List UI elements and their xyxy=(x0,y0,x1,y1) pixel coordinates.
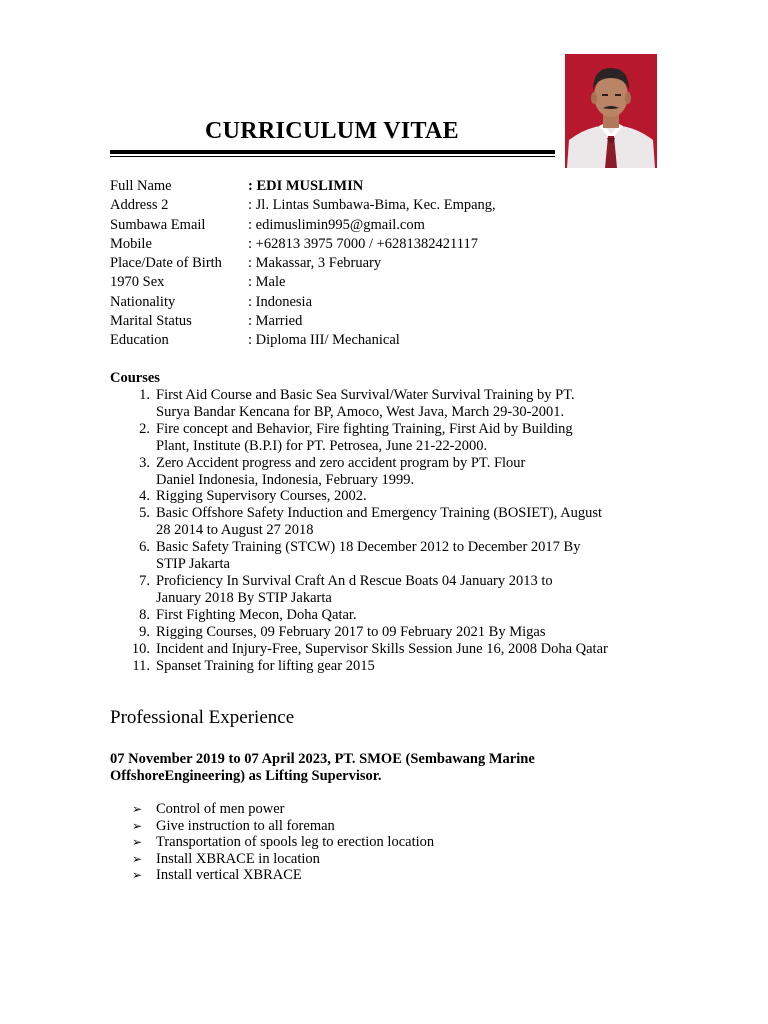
info-value: : +62813 3975 7000 / +6281382421117 xyxy=(248,235,478,252)
info-label: Mobile xyxy=(110,235,152,252)
course-item xyxy=(110,658,650,675)
duty-text: Install XBRACE in location xyxy=(156,850,320,867)
course-text: Basic Offshore Safety Induction and Emergency Training (BOSIET), August xyxy=(156,505,603,522)
course-number: 3. xyxy=(139,454,150,471)
info-value: : Diploma III/ Mechanical xyxy=(248,332,400,349)
info-value: : Indonesia xyxy=(248,293,313,310)
course-item xyxy=(110,607,650,624)
course-text: Surya Bandar Kencana for BP, Amoco, West Java, March 29-30-2001. xyxy=(156,403,565,420)
course-text: Basic Safety Training (STCW) 18 December 2012 to December 2017 By xyxy=(156,539,581,556)
course-item xyxy=(110,624,650,641)
course-number: 5. xyxy=(139,505,150,522)
duty-text: Install vertical XBRACE xyxy=(156,867,302,884)
arrowhead-bullet-icon: ➢ xyxy=(132,851,143,866)
course-number: 4. xyxy=(139,488,150,505)
duty-item xyxy=(132,834,434,851)
info-value: : Married xyxy=(248,313,303,330)
course-text: Daniel Indonesia, Indonesia, February 1999. xyxy=(156,471,415,488)
course-item xyxy=(110,539,650,573)
title-underline-thin xyxy=(110,156,555,157)
course-number: 10. xyxy=(131,640,150,657)
arrowhead-bullet-icon: ➢ xyxy=(132,818,143,833)
course-number: 9. xyxy=(139,623,150,640)
duty-text: Give instruction to all foreman xyxy=(156,817,335,834)
course-text: January 2018 By STIP Jakarta xyxy=(156,589,332,606)
info-label: Nationality xyxy=(110,293,176,310)
info-value: : EDI MUSLIMIN xyxy=(248,178,364,194)
info-value: : edimuslimin995@gmail.com xyxy=(248,216,425,233)
info-label: Address 2 xyxy=(110,197,169,214)
course-text: Incident and Injury-Free, Supervisor Skills Session June 16, 2008 Doha Qatar xyxy=(156,640,608,657)
course-text: 28 2014 to August 27 2018 xyxy=(156,522,314,539)
course-item xyxy=(110,505,650,539)
duties-list xyxy=(132,801,434,884)
course-item xyxy=(110,455,650,489)
course-text: Plant, Institute (B.P.I) for PT. Petrosea, June 21-22-2000. xyxy=(156,437,488,454)
courses-list xyxy=(110,387,650,674)
course-number: 1. xyxy=(139,387,150,403)
courses-heading: Courses xyxy=(110,370,160,386)
duty-item xyxy=(132,801,434,818)
duty-text: Control of men power xyxy=(156,801,285,817)
job-title: 07 November 2019 to 07 April 2023, PT. SMOE (Sembawang Marine OffshoreEngineering) as Lifting Supervisor. xyxy=(110,751,535,784)
info-label: Sumbawa Email xyxy=(110,216,206,233)
course-text: Proficiency In Survival Craft An d Rescue Boats 04 January 2013 to xyxy=(156,572,553,589)
info-label: Marital Status xyxy=(110,313,192,330)
course-item xyxy=(110,387,650,421)
course-item xyxy=(110,641,650,658)
course-text: STIP Jakarta xyxy=(156,556,230,573)
course-item xyxy=(110,421,650,455)
info-label: Education xyxy=(110,332,169,349)
course-number: 8. xyxy=(139,606,150,623)
duty-item xyxy=(132,867,434,884)
course-item xyxy=(110,573,650,607)
profile-photo xyxy=(565,54,657,168)
document-title: CURRICULUM VITAE xyxy=(205,118,459,144)
arrowhead-bullet-icon: ➢ xyxy=(132,835,143,850)
course-text: First Fighting Mecon, Doha Qatar. xyxy=(156,606,357,623)
course-text: Rigging Courses, 09 February 2017 to 09 February 2021 By Migas xyxy=(156,623,546,640)
arrowhead-bullet-icon: ➢ xyxy=(132,802,143,816)
course-number: 6. xyxy=(139,539,150,556)
info-value: : Male xyxy=(248,274,286,291)
course-number: 2. xyxy=(139,420,150,437)
info-label: 1970 Sex xyxy=(110,274,165,291)
course-item xyxy=(110,488,650,505)
title-underline-thick xyxy=(110,150,555,154)
duty-item xyxy=(132,851,434,868)
duty-item xyxy=(132,818,434,835)
duty-text: Transportation of spools leg to erection location xyxy=(156,834,435,851)
course-number: 7. xyxy=(139,572,150,589)
course-text: Spanset Training for lifting gear 2015 xyxy=(156,657,375,674)
info-label: Full Name xyxy=(110,178,172,194)
course-text: Fire concept and Behavior, Fire fighting Training, First Aid by Building xyxy=(156,420,573,437)
course-text: Rigging Supervisory Courses, 2002. xyxy=(156,488,367,505)
course-text: Zero Accident progress and zero accident program by PT. Flour xyxy=(156,454,526,471)
info-label: Place/Date of Birth xyxy=(110,255,222,272)
course-text: First Aid Course and Basic Sea Survival/Water Survival Training by PT. xyxy=(156,387,575,403)
professional-experience-heading: Professional Experience xyxy=(110,707,295,728)
info-value: : Makassar, 3 February xyxy=(248,255,382,272)
arrowhead-bullet-icon: ➢ xyxy=(132,868,143,883)
info-value: : Jl. Lintas Sumbawa-Bima, Kec. Empang, xyxy=(248,197,496,214)
course-number: 11. xyxy=(132,657,150,674)
